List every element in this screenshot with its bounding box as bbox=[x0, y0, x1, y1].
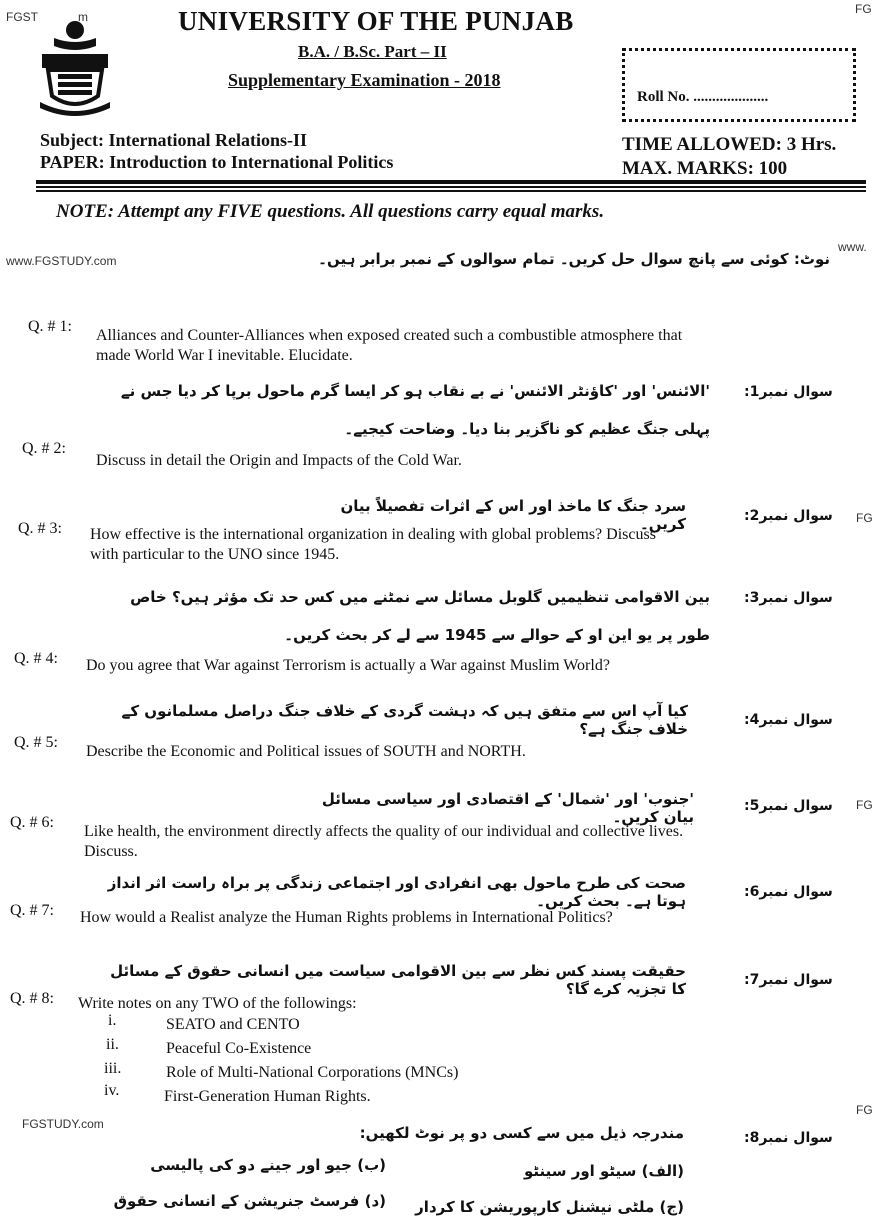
list-item-numeral: ii. bbox=[106, 1036, 119, 1053]
question-text: How effective is the international organization in dealing with global problems? Discuss with particular to the UNO since 1945. bbox=[90, 526, 656, 563]
question-urdu: 'جنوب' اور 'شمال' کے اقتصادی اور سیاسی مسائل بیان کریں۔ bbox=[321, 790, 694, 826]
question-urdu-label: سوال نمبر8: bbox=[744, 1130, 833, 1146]
watermark-site-left: www.FGSTUDY.com bbox=[6, 254, 117, 268]
question-urdu-label: سوال نمبر1: bbox=[744, 384, 833, 400]
watermark-fg-3: FG bbox=[856, 1103, 873, 1117]
paper-line: PAPER: Introduction to International Politics bbox=[40, 152, 394, 172]
question-urdu-label: سوال نمبر7: bbox=[744, 972, 833, 988]
list-item: SEATO and CENTO bbox=[166, 1016, 300, 1033]
question-urdu-label: سوال نمبر6: bbox=[744, 884, 833, 900]
list-item: First-Generation Human Rights. bbox=[164, 1088, 371, 1105]
question-urdu-label: سوال نمبر2: bbox=[744, 508, 833, 524]
list-item-numeral: iv. bbox=[104, 1082, 120, 1099]
question-urdu: سرد جنگ کا ماخذ اور اس کے اثرات تفصیلاً بیان کریں۔ bbox=[340, 497, 686, 533]
roll-number-box bbox=[622, 48, 856, 122]
time-allowed: TIME ALLOWED: 3 Hrs. bbox=[622, 134, 837, 155]
question-urdu: کیا آپ اس سے متفق ہیں کہ دہشت گردی کے خلاف جنگ دراصل مسلمانوں کے خلاف جنگ ہے؟ bbox=[121, 702, 688, 738]
list-item-urdu: (ب) جیو اور جینے دو کی پالیسی bbox=[150, 1156, 386, 1174]
question-number: Q. # 2: bbox=[22, 440, 66, 457]
header-divider bbox=[36, 190, 866, 192]
list-item-numeral: i. bbox=[108, 1012, 117, 1029]
question-text: Describe the Economic and Political issues of SOUTH and NORTH. bbox=[86, 743, 526, 760]
question-text: Write notes on any TWO of the followings: bbox=[78, 995, 357, 1012]
watermark-fg-1: FG bbox=[856, 511, 873, 525]
question-text: Alliances and Counter-Alliances when exposed created such a combustible atmosphere that made World War I inevitable. Elucidate. bbox=[96, 327, 683, 364]
exam-session: Supplementary Examination - 2018 bbox=[228, 70, 501, 90]
question-number: Q. # 3: bbox=[18, 520, 62, 537]
header-divider bbox=[36, 180, 866, 184]
exam-part: B.A. / B.Sc. Part – II bbox=[298, 42, 447, 61]
question-number: Q. # 1: bbox=[28, 318, 72, 335]
university-title: UNIVERSITY OF THE PUNJAB bbox=[178, 6, 574, 36]
question-text: Like health, the environment directly affects the quality of our individual and collective lives. Discuss. bbox=[84, 823, 684, 860]
watermark-bottom-left: FGSTUDY.com bbox=[22, 1117, 104, 1131]
question-urdu-label: سوال نمبر3: bbox=[744, 590, 833, 606]
roll-number-label: Roll No. .................... bbox=[637, 89, 769, 105]
watermark-fg-2: FG bbox=[856, 798, 873, 812]
question-urdu-label: سوال نمبر5: bbox=[744, 798, 833, 814]
instructions-urdu: نوٹ: کوئی سے پانچ سوال حل کریں۔ تمام سوالوں کے نمبر برابر ہیں۔ bbox=[318, 250, 830, 268]
question-number: Q. # 5: bbox=[14, 734, 58, 751]
watermark-www-right: www. bbox=[838, 240, 867, 254]
question-urdu-label: سوال نمبر4: bbox=[744, 712, 833, 728]
question-urdu: حقیقت پسند کس نظر سے بین الاقوامی سیاست میں انسانی حقوق کے مسائل کا تجزیہ کرے گا؟ bbox=[110, 962, 686, 998]
question-text: Do you agree that War against Terrorism is actually a War against Muslim World? bbox=[86, 657, 610, 674]
instructions-english: NOTE: Attempt any FIVE questions. All questions carry equal marks. bbox=[56, 201, 605, 222]
list-item-urdu: (د) فرسٹ جنریشن کے انسانی حقوق bbox=[113, 1192, 386, 1210]
question-urdu: مندرجہ ذیل میں سے کسی دو پر نوٹ لکھیں: bbox=[359, 1124, 684, 1142]
question-text: How would a Realist analyze the Human Rights problems in International Politics? bbox=[80, 909, 613, 926]
university-crest-icon bbox=[34, 16, 116, 116]
header-divider bbox=[36, 186, 866, 188]
question-number: Q. # 4: bbox=[14, 650, 58, 667]
list-item: Role of Multi-National Corporations (MNCs) bbox=[166, 1064, 459, 1081]
question-urdu: 'الائنس' اور 'کاؤنٹر الائنس' نے بے نقاب ہو کر ایسا گرم ماحول برپا کر دیا جس نے پہلی جنگ عظیم کو ناگزیر بنا دیا۔ وضاحت کیجیے۔ bbox=[120, 382, 710, 438]
question-urdu: بین الاقوامی تنظیمیں گلوبل مسائل سے نمٹنے میں کس حد تک مؤثر ہیں؟ خاص طور پر یو این او کے حوالے سے 1945 سے لے کر بحث کریں۔ bbox=[130, 588, 710, 644]
max-marks: MAX. MARKS: 100 bbox=[622, 158, 788, 179]
watermark-top-right: FG bbox=[855, 2, 872, 16]
subject-line: Subject: International Relations-II bbox=[40, 130, 308, 150]
list-item-urdu: (ج) ملٹی نیشنل کارپوریشن کا کردار bbox=[415, 1198, 684, 1216]
watermark-top-left: FGST m bbox=[6, 10, 88, 24]
question-text: Discuss in detail the Origin and Impacts of the Cold War. bbox=[96, 452, 462, 469]
list-item-numeral: iii. bbox=[104, 1060, 122, 1077]
list-item: Peaceful Co-Existence bbox=[166, 1040, 312, 1057]
question-urdu: صحت کی طرح ماحول بھی انفرادی اور اجتماعی زندگی پر براہ راست اثر انداز ہوتا ہے۔ بحث کریں۔ bbox=[107, 874, 686, 910]
question-number: Q. # 6: bbox=[10, 814, 54, 831]
question-number: Q. # 8: bbox=[10, 990, 54, 1007]
list-item-urdu: (الف) سیٹو اور سینٹو bbox=[523, 1162, 684, 1180]
question-number: Q. # 7: bbox=[10, 902, 54, 919]
